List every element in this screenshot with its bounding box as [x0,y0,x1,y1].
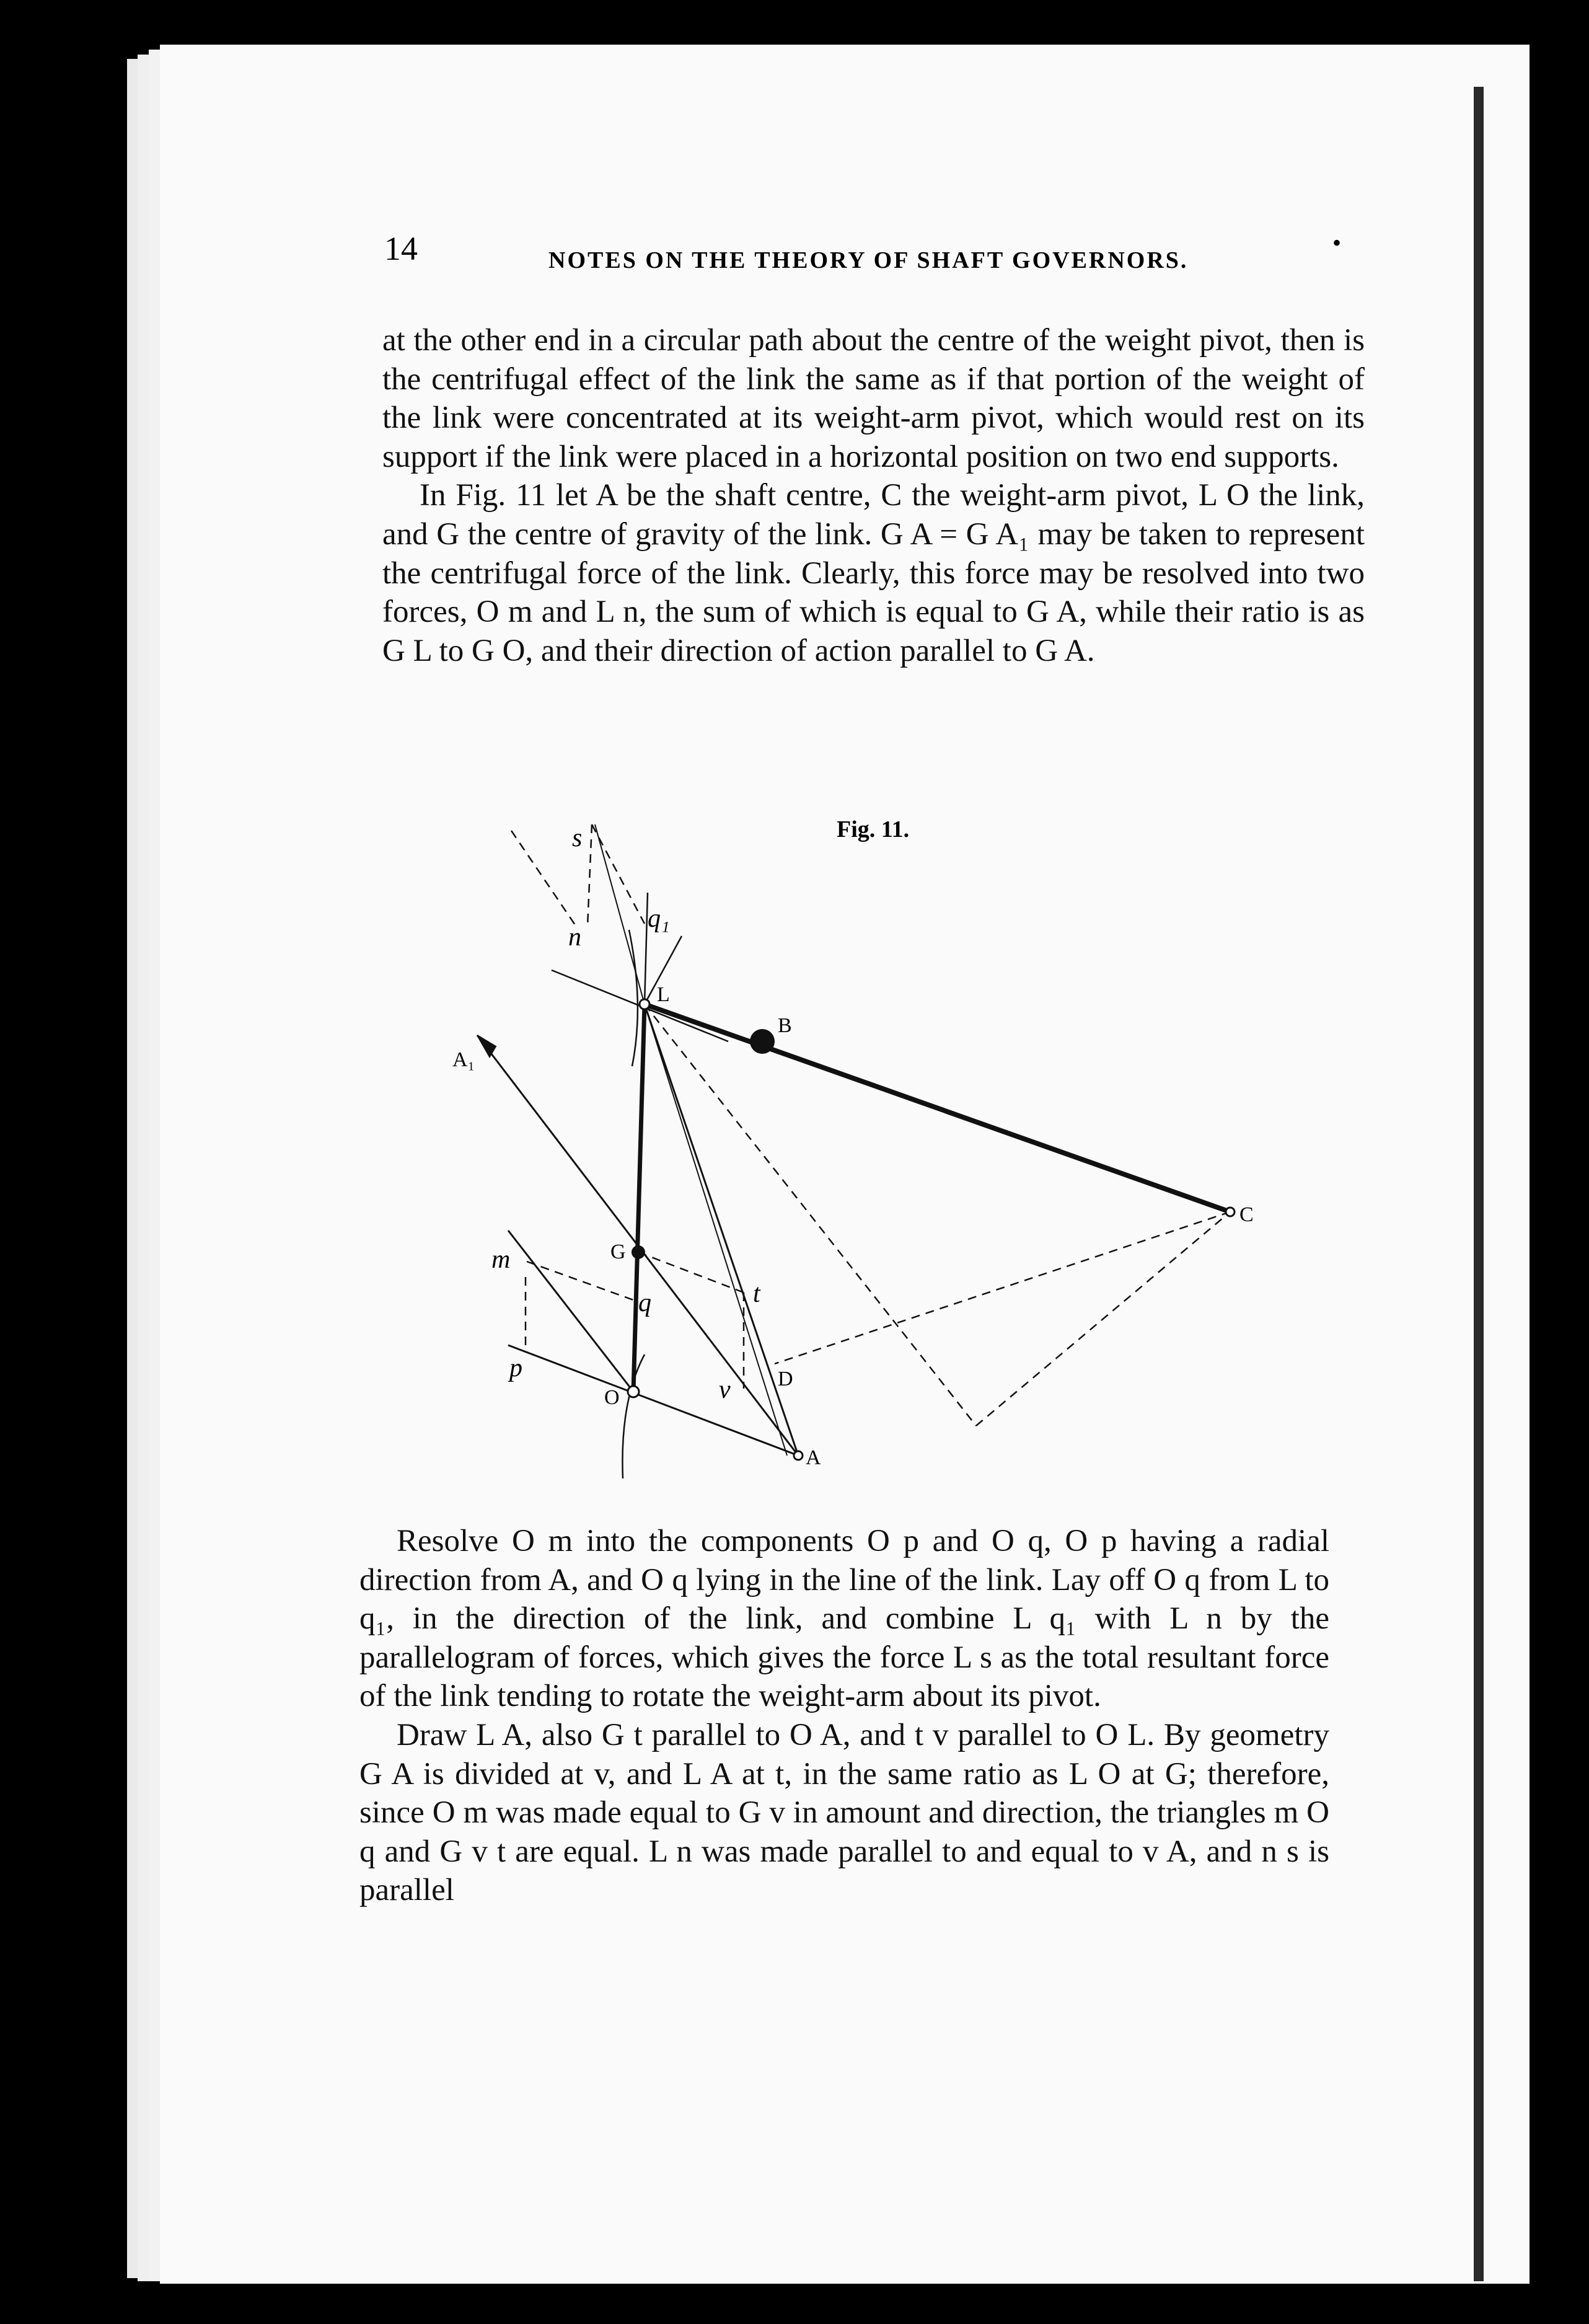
label-L: L [657,983,670,1006]
label-A: A [806,1446,821,1469]
page-number: 14 [384,230,418,267]
label-O: O [604,1386,620,1409]
label-p: p [509,1354,522,1382]
running-title: NOTES ON THE THEORY OF SHAFT GOVERNORS. [548,247,1189,273]
weight-arm-LC [645,1004,1230,1212]
label-B: B [778,1014,792,1037]
label-D: D [778,1367,793,1390]
line-OA [508,1345,798,1456]
point-L [640,999,649,1009]
label-C: C [1239,1203,1254,1226]
label-s: s [572,824,583,852]
paragraph-2: In Fig. 11 let A be the shaft centre, C the weight-arm pivot, L O the link, and G the centre of gravity of the link. G A = G A₁ may be taken to represent the centrifugal force of the link. Clearly, this force may be resolved into two forces, O m and L n, the sum of which is equal to G A, while their ratio is as G L to G O, and their direction of action parallel to G A. [382,478,1365,668]
header-mark: • [1332,229,1342,257]
bottom-text-block [359,1522,1329,1910]
figure-caption: Fig. 11. [837,816,910,842]
paragraph-3: Resolve O m into the components O p and O q, O p having a radial direction from A, and O q lying in the line of the link. Lay off O q from L to q₁, in the direction of the link, and combine L q₁ with L n by the parallelogram of forces, which gives the force L s as the total resultant force of the link tending to rotate the weight-arm about its pivot. [359,1524,1329,1714]
paragraph-1: at the other end in a circular path about the centre of the weight pivot, then is the centrifugal effect of the link the same as if that portion of the weight of the link were concentrated at its weight-arm pivot, which would rest on its support if the link were placed in a horizontal position on two end supports. [382,323,1365,474]
point-B [750,1029,775,1054]
label-t: t [753,1279,760,1308]
label-A1: A₁ [452,1048,475,1071]
label-q1: q₁ [648,904,670,933]
point-A [794,1451,803,1460]
label-q: q [638,1289,651,1317]
point-O [628,1386,639,1397]
label-n: n [568,923,581,952]
point-G [632,1245,645,1259]
label-v: v [719,1376,731,1404]
label-G: G [610,1240,626,1263]
paragraph-4: Draw L A, also G t parallel to O A, and t v parallel to O L. By geometry G A is divided at v, and L A at t, in the same ratio as L O at G; therefore, since O m was made equal to G v in amount and direction, the triangles m O q and G v t are equal. L n was made parallel to and equal to v A, and n s is parallel [359,1717,1329,1908]
point-C [1226,1208,1235,1216]
label-m: m [491,1245,511,1274]
link-LO [633,1004,645,1392]
